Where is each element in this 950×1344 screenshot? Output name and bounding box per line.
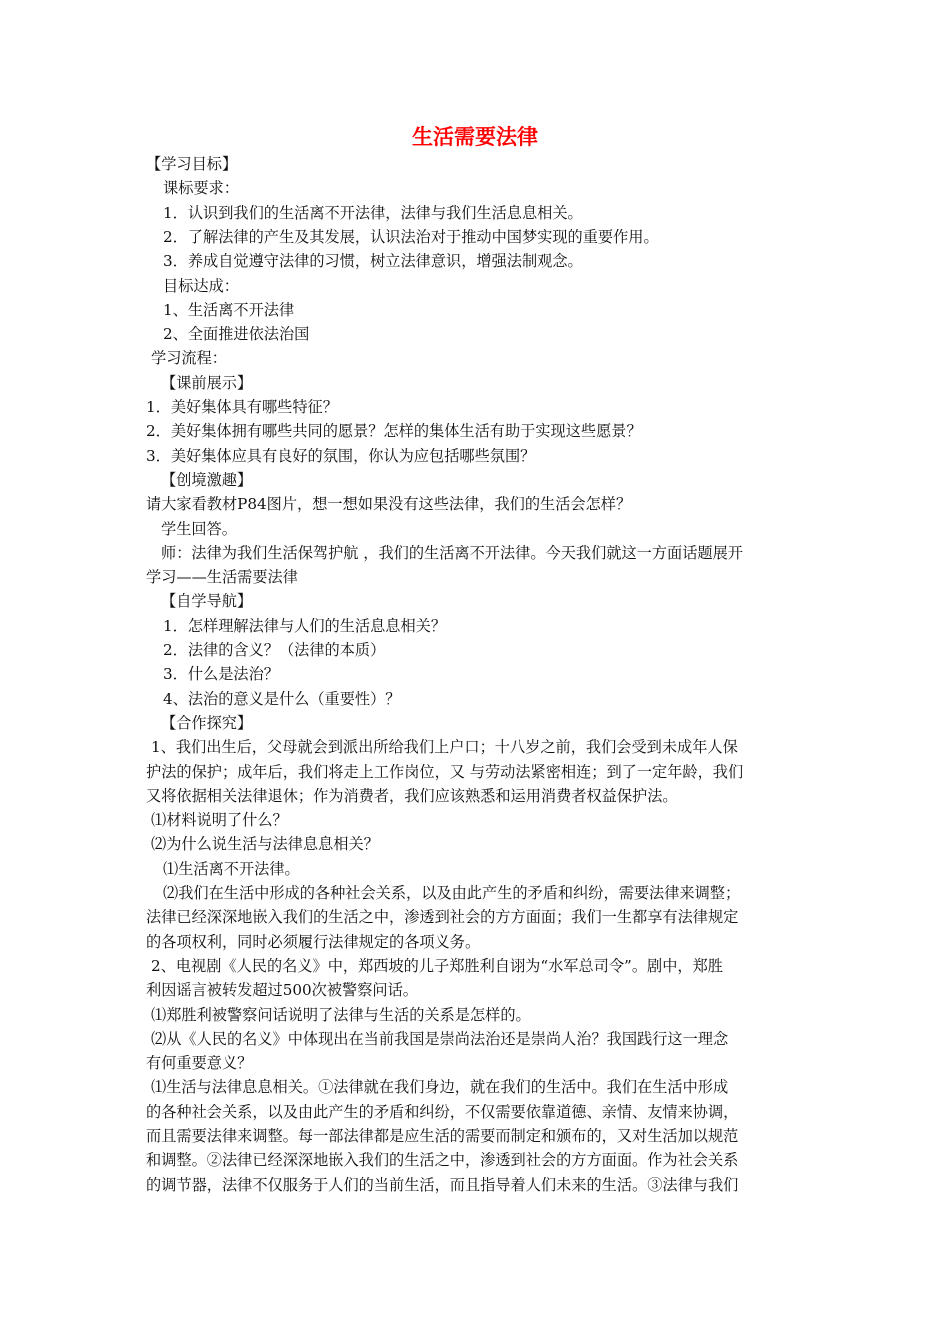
text-line: 学习——生活需要法律 [146, 568, 298, 587]
text-line: 【合作探究】 [161, 713, 253, 732]
text-line: 【创境激趣】 [161, 470, 253, 489]
text-line: 又将依据相关法律退休；作为消费者，我们应该熟悉和运用消费者权益保护法。 [146, 786, 678, 805]
text-line: 有何重要意义？ [146, 1054, 253, 1073]
text-line: 学习流程： [151, 349, 227, 368]
text-line: 1、我们出生后，父母就会到派出所给我们上户口；十八岁之前，我们会受到未成年人保 [151, 738, 738, 757]
text-line: 2、全面推进依法治国 [163, 325, 310, 344]
text-line: ⑴材料说明了什么？ [151, 811, 288, 830]
text-line: 2．了解法律的产生及其发展，认识法治对于推动中国梦实现的重要作用。 [163, 227, 659, 246]
text-line: 3．美好集体应具有良好的氛围，你认为应包括哪些氛围？ [146, 446, 536, 465]
text-line: 1．怎样理解法律与人们的生活息息相关？ [163, 616, 447, 635]
text-line: 【学习目标】 [146, 155, 238, 173]
text-line: ⑵为什么说生活与法律息息相关？ [151, 835, 379, 854]
text-line: 【课前展示】 [161, 373, 253, 392]
text-line: ⑴郑胜利被警察问话说明了法律与生活的关系是怎样的。 [151, 1005, 531, 1024]
text-line: 3．什么是法治？ [163, 665, 279, 684]
text-line: 2．法律的含义？（法律的本质） [163, 641, 386, 659]
text-line: 课标要求： [163, 179, 239, 198]
text-line: 利因谣言被转发超过500次被警察问话。 [146, 981, 418, 1000]
text-line: 的调节器，法律不仅服务于人们的当前生活，而且指导着人们未来的生活。③法律与我们 [146, 1175, 739, 1194]
text-line: 目标达成： [163, 276, 239, 295]
text-line: ⑴生活离不开法律。 [163, 859, 300, 878]
text-line: 1、生活离不开法律 [163, 300, 295, 319]
text-line: ⑵我们在生活中形成的各种社会关系，以及由此产生的矛盾和纠纷，需要法律来调整； [163, 884, 741, 902]
text-line: 1．美好集体具有哪些特征？ [146, 398, 338, 416]
text-line: 的各种社会关系，以及由此产生的矛盾和纠纷，不仅需要依靠道德、亲情、友情来协调， [146, 1102, 739, 1121]
text-line: 【自学导航】 [161, 592, 253, 611]
text-line: ⑵从《人民的名义》中体现出在当前我国是崇尚法治还是崇尚人治？我国践行这一理念 [151, 1029, 729, 1048]
text-line: 请大家看教材P84图片，想一想如果没有这些法律，我们的生活会怎样？ [146, 495, 632, 514]
document-title: 生活需要法律 [412, 125, 538, 149]
text-line: 4、法治的意义是什么（重要性）？ [163, 689, 401, 708]
text-line: 2．美好集体拥有哪些共同的愿景？怎样的集体生活有助于实现这些愿景？ [146, 422, 642, 441]
text-line: 而且需要法律来调整。每一部法律都是应生活的需要而制定和颁布的，又对生活加以规范 [146, 1127, 739, 1145]
text-line: ⑴生活与法律息息相关。①法律就在我们身边，就在我们的生活中。我们在生活中形成 [151, 1078, 729, 1097]
text-line: 学生回答。 [161, 519, 237, 538]
text-line: 2、电视剧《人民的名义》中，郑西坡的儿子郑胜利自诩为“水军总司令”。剧中，郑胜 [151, 956, 723, 975]
text-line: 1．认识到我们的生活离不开法律，法律与我们生活息息相关。 [163, 203, 583, 222]
text-line: 法律已经深深地嵌入我们的生活之中，渗透到社会的方方面面；我们一生都享有法律规定 [146, 908, 739, 927]
text-line: 3．养成自觉遵守法律的习惯，树立法律意识，增强法制观念。 [163, 252, 583, 271]
text-line: 的各项权利，同时必须履行法律规定的各项义务。 [146, 932, 481, 951]
text-line: 师：法律为我们生活保驾护航 ，我们的生活离不开法律。今天我们就这一方面话题展开 [161, 543, 743, 562]
text-line: 护法的保护；成年后，我们将走上工作岗位，又 与劳动法紧密相连；到了一定年龄，我们 [146, 762, 744, 781]
text-line: 和调整。②法律已经深深地嵌入我们的生活之中，渗透到社会的方方面面。作为社会关系 [146, 1151, 739, 1170]
